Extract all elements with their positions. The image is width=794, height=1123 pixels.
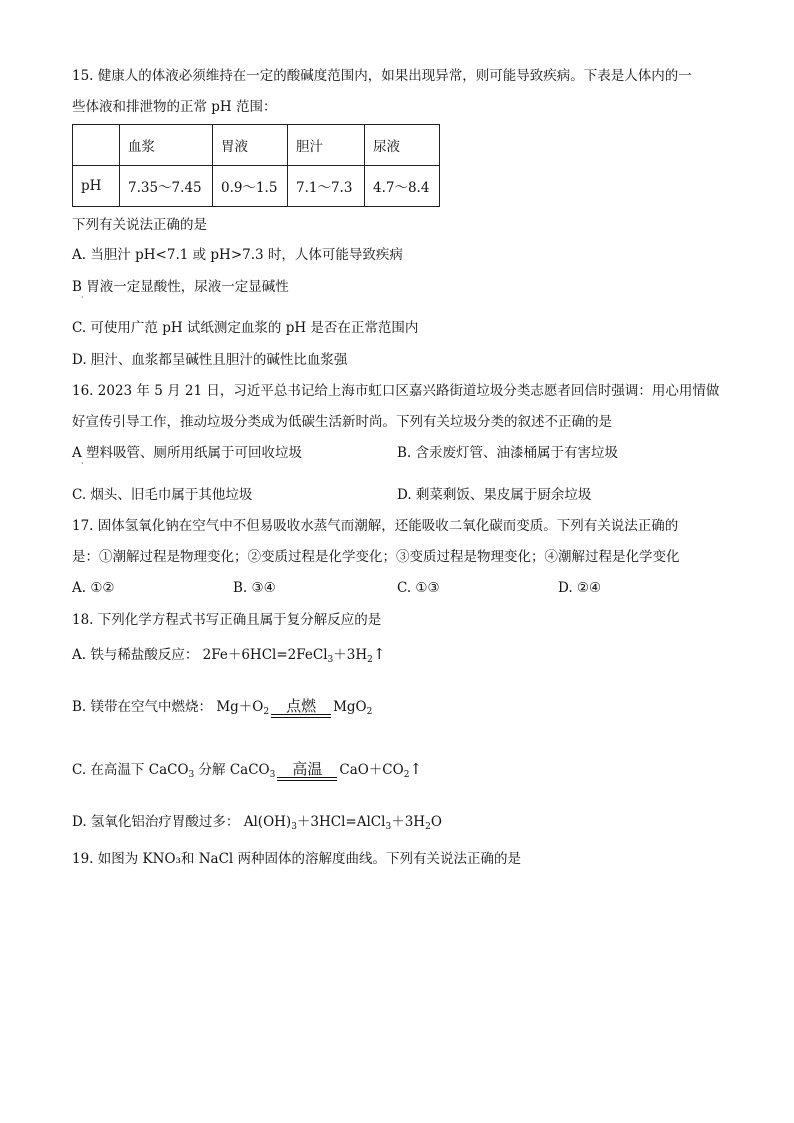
q18-option-c xyxy=(72,754,422,790)
table-row xyxy=(73,125,440,166)
q18-option-c-label: C. 在高温下 xyxy=(72,762,149,778)
q15-stem-line2: 些体液和排泄物的正常 pH 范围： xyxy=(72,99,277,115)
q17-option-c: C. ①③ xyxy=(397,580,440,596)
formula-caco3: CaCO$_3$ xyxy=(148,762,195,780)
stray-dot: · xyxy=(81,293,84,302)
table-cell: pH xyxy=(73,166,120,207)
table-header-cell: 胃液 xyxy=(213,125,288,166)
q17-option-a: A. ①② xyxy=(72,580,115,596)
q15-stem-line1: 15. 健康人的体液必须维持在一定的酸碱度范围内，如果出现异常，则可能导致疾病。下表是人体内的一 xyxy=(72,68,692,84)
q15-option-d: D. 胆汁、血浆都呈碱性且胆汁的碱性比血浆强 xyxy=(72,352,348,368)
q15-option-b: B 胃液一定显酸性，尿液一定显碱性 xyxy=(72,279,289,295)
q18-stem: 18. 下列化学方程式书写正确且属于复分解反应的是 xyxy=(72,612,382,628)
q16-stem-line1: 16. 2023 年 5 月 21 日，习近平总书记给上海市虹口区嘉兴路街道垃圾分类志愿者回信时强调：用心用情做 xyxy=(72,383,720,399)
equation-b: $Mg+O_2$ 点燃 MgO$_2$ xyxy=(216,699,372,715)
q15-prompt: 下列有关说法正确的是 xyxy=(72,217,207,233)
table-cell: 4.7～8.4 xyxy=(365,166,440,207)
stray-dot: · xyxy=(81,459,84,468)
reaction-condition: 点燃 xyxy=(269,693,333,723)
q17-stem-line2: 是：①潮解过程是物理变化；②变质过程是化学变化；③变质过程是物理变化；④潮解过程是化学变化 xyxy=(72,549,680,565)
q15-option-c: C. 可使用广范 pH 试纸测定血浆的 pH 是否在正常范围内 xyxy=(72,320,419,336)
table-header-cell xyxy=(73,125,120,166)
q18-option-b xyxy=(72,692,372,727)
q17-stem-line1: 17. 固体氢氧化钠在空气中不但易吸收水蒸气而潮解，还能吸收二氧化碳而变质。下列有关说法正确的 xyxy=(72,518,679,534)
table-header-cell: 胆汁 xyxy=(288,125,365,166)
ph-table xyxy=(72,124,440,207)
equation-a: $2Fe+6HCl=2FeCl_3+3H_2↑$ xyxy=(202,645,386,665)
q17-option-d: D. ②④ xyxy=(558,580,602,596)
equation-c: CaCO$_3$ 高温 $CaO+CO_2↑$ xyxy=(230,762,422,778)
q16-option-d: D. 剩菜剩饭、果皮属于厨余垃圾 xyxy=(397,487,592,503)
table-header-cell: 尿液 xyxy=(365,125,440,166)
q16-stem-line2: 好宣传引导工作，推动垃圾分类成为低碳生活新时尚。下列有关垃圾分类的叙述不正确的是 xyxy=(72,414,612,430)
q18-option-d-label: D. 氢氧化铝治疗胃酸过多： xyxy=(72,814,240,830)
q17-option-b: B. ③④ xyxy=(233,580,276,596)
table-cell: 7.1～7.3 xyxy=(288,166,365,207)
q16-option-c: C. 烟头、旧毛巾属于其他垃圾 xyxy=(72,487,253,503)
equation-d: $Al(OH)_3+3HCl=AlCl_3+3H_2O$ xyxy=(243,814,442,832)
table-cell: 0.9～1.5 xyxy=(213,166,288,207)
q15-option-a: A. 当胆汁 pH<7.1 或 pH>7.3 时，人体可能导致疾病 xyxy=(72,247,403,263)
table-header-cell: 血浆 xyxy=(120,125,213,166)
q16-option-b: B. 含汞废灯管、油漆桶属于有害垃圾 xyxy=(397,445,619,461)
q16-option-a: A 塑料吸管、厕所用纸属于可回收垃圾 xyxy=(72,445,303,461)
q19-stem: 19. 如图为 KNO₃和 NaCl 两种固体的溶解度曲线。下列有关说法正确的是 xyxy=(72,851,522,867)
q18-option-d xyxy=(72,812,442,837)
table-cell: 7.35～7.45 xyxy=(120,166,213,207)
q18-option-a xyxy=(72,644,385,670)
q18-option-c-label-mid: 分解 xyxy=(194,762,230,778)
table-row xyxy=(73,166,440,207)
q18-option-a-label: A. 铁与稀盐酸反应： xyxy=(72,647,199,663)
q18-option-b-label: B. 镁带在空气中燃烧： xyxy=(72,699,213,715)
reaction-condition: 高温 xyxy=(275,756,339,786)
